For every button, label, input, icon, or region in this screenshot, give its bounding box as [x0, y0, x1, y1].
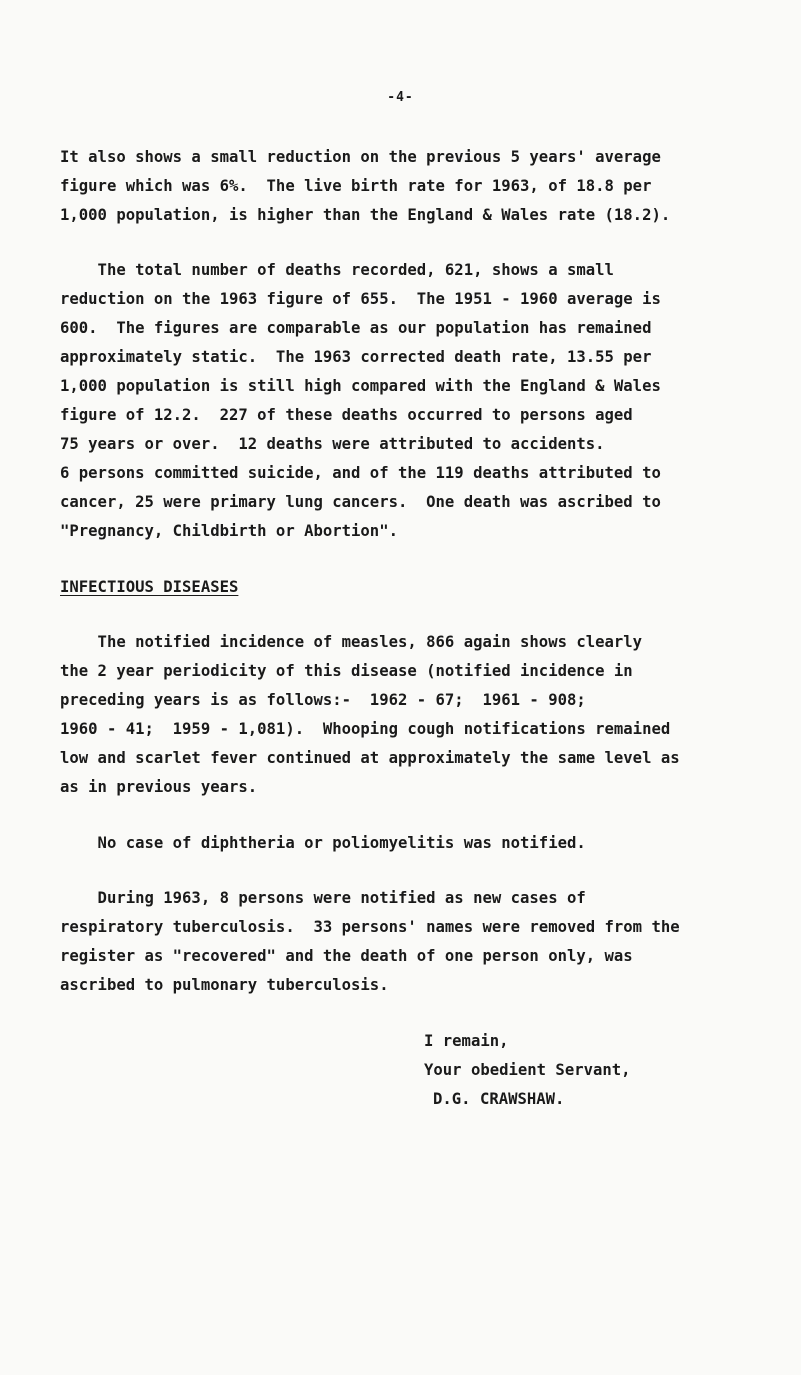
paragraph-2-line: cancer, 25 were primary lung cancers. One death was ascribed to — [60, 493, 661, 511]
paragraph-2-line: 75 years or over. 12 deaths were attributed to accidents. — [60, 435, 605, 453]
paragraph-5-line: register as "recovered" and the death of one person only, was — [60, 947, 633, 965]
paragraph-5-line: During 1963, 8 persons were notified as new cases of — [60, 889, 586, 907]
paragraph-2-line: figure of 12.2. 227 of these deaths occurred to persons aged — [60, 406, 633, 424]
paragraph-2-line: The total number of deaths recorded, 621, shows a small — [60, 261, 614, 279]
paragraph-2-line: "Pregnancy, Childbirth or Abortion". — [60, 522, 398, 540]
paragraph-2-line: approximately static. The 1963 corrected death rate, 13.55 per — [60, 348, 652, 366]
paragraph-5-line: ascribed to pulmonary tuberculosis. — [60, 976, 389, 994]
paragraph-2-line: reduction on the 1963 figure of 655. The 1951 - 1960 average is — [60, 290, 661, 308]
page-number: -4- — [387, 90, 414, 105]
paragraph-2-line: 600. The figures are comparable as our population has remained — [60, 319, 652, 337]
signature: D.G. CRAWSHAW. — [433, 1090, 565, 1108]
paragraph-2-line: 1,000 population is still high compared with the England & Wales — [60, 377, 661, 395]
paragraph-3-line: as in previous years. — [60, 778, 258, 796]
paragraph-1-line: 1,000 population, is higher than the England & Wales rate (18.2). — [60, 206, 671, 224]
paragraph-3-line: the 2 year periodicity of this disease (notified incidence in — [60, 662, 633, 680]
paragraph-1-line: figure which was 6%. The live birth rate for 1963, of 18.8 per — [60, 177, 652, 195]
paragraph-3-line: low and scarlet fever continued at approximately the same level as — [60, 749, 680, 767]
section-heading: INFECTIOUS DISEASES — [60, 578, 239, 596]
closing-remain: I remain, — [424, 1032, 509, 1050]
closing-servant: Your obedient Servant, — [424, 1061, 631, 1079]
paragraph-4-line: No case of diphtheria or poliomyelitis was notified. — [60, 834, 586, 852]
paragraph-3-line: preceding years is as follows:- 1962 - 67; 1961 - 908; — [60, 691, 586, 709]
paragraph-5-line: respiratory tuberculosis. 33 persons' names were removed from the — [60, 918, 680, 936]
paragraph-3-line: 1960 - 41; 1959 - 1,081). Whooping cough notifications remained — [60, 720, 671, 738]
paragraph-2-line: 6 persons committed suicide, and of the 119 deaths attributed to — [60, 464, 661, 482]
paragraph-3-line: The notified incidence of measles, 866 again shows clearly — [60, 633, 643, 651]
paragraph-1-line: It also shows a small reduction on the previous 5 years' average — [60, 148, 661, 166]
